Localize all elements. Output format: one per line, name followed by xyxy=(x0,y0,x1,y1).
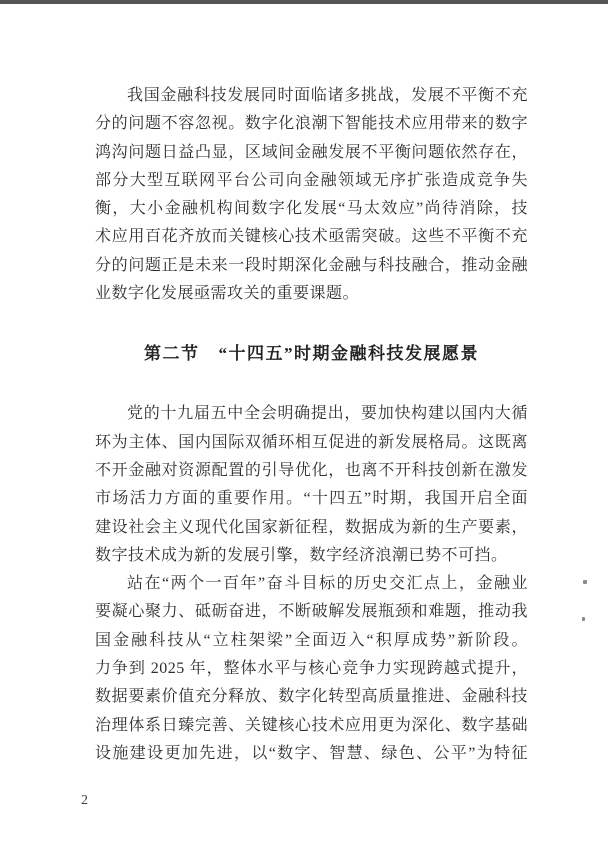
paragraph-line: 治理体系日臻完善、关键核心技术应用更为深化、数字基础 xyxy=(95,716,528,734)
section-number: 第二节 xyxy=(144,344,200,364)
scan-speck xyxy=(583,580,587,584)
paragraph-line: 不开金融对资源配置的引导优化，也离不开科技创新在激发 xyxy=(95,461,528,479)
scan-speck xyxy=(582,617,585,621)
paragraph-line: 部分大型互联网平台公司向金融领域无序扩张造成竞争失 xyxy=(95,171,528,189)
paragraph-line: 业数字化发展亟需攻关的重要课题。 xyxy=(95,285,360,303)
paragraph-line: 要凝心聚力、砥砺奋进，不断破解发展瓶颈和难题，推动我 xyxy=(95,603,528,621)
paragraph-line: 分的问题正是未来一段时期深化金融与科技融合，推动金融 xyxy=(95,256,528,274)
paragraph-line: 鸿沟问题日益凸显，区域间金融发展不平衡问题依然存在， xyxy=(95,143,528,161)
paragraph-line: 站在“两个一百年”奋斗目标的历史交汇点上，金融业 xyxy=(127,575,528,593)
page-body xyxy=(95,82,528,768)
paragraph-line: 力争到 2025 年，整体水平与核心竞争力实现跨越式提升， xyxy=(95,660,528,678)
paragraph-line: 建设社会主义现代化国家新征程，数据成为新的生产要素， xyxy=(95,518,528,536)
section-title: “十四五”时期金融科技发展愿景 xyxy=(218,344,479,364)
paragraph-line: 数字技术成为新的发展引擎，数字经济浪潮已势不可挡。 xyxy=(95,546,508,564)
scan-edge-artifact xyxy=(0,0,608,4)
paragraph-line: 数据要素价值充分释放、数字化转型高质量推进、金融科技 xyxy=(95,688,528,706)
page-number: 2 xyxy=(81,793,88,808)
paragraph-line: 国金融科技从“立柱架梁”全面迈入“积厚成势”新阶段。 xyxy=(95,631,528,649)
paragraph-line: 我国金融科技发展同时面临诸多挑战，发展不平衡不充 xyxy=(127,87,528,104)
paragraph-line: 环为主体、国内国际双循环相互促进的新发展格局。这既离 xyxy=(95,433,528,451)
section-heading xyxy=(95,339,528,369)
paragraph-line: 设施建设更加先进，以“数字、智慧、绿色、公平”为特征 xyxy=(95,744,528,762)
paragraph-line: 衡，大小金融机构间数字化发展“马太效应”尚待消除，技 xyxy=(95,200,528,218)
paragraph-line: 术应用百花齐放而关键核心技术亟需突破。这些不平衡不充 xyxy=(95,228,528,246)
paragraph-line: 市场活力方面的重要作用。“十四五”时期，我国开启全面 xyxy=(95,490,528,508)
paragraph-line: 分的问题不容忽视。数字化浪潮下智能技术应用带来的数字 xyxy=(95,115,528,133)
paragraph-line: 党的十九届五中全会明确提出，要加快构建以国内大循 xyxy=(127,405,528,423)
